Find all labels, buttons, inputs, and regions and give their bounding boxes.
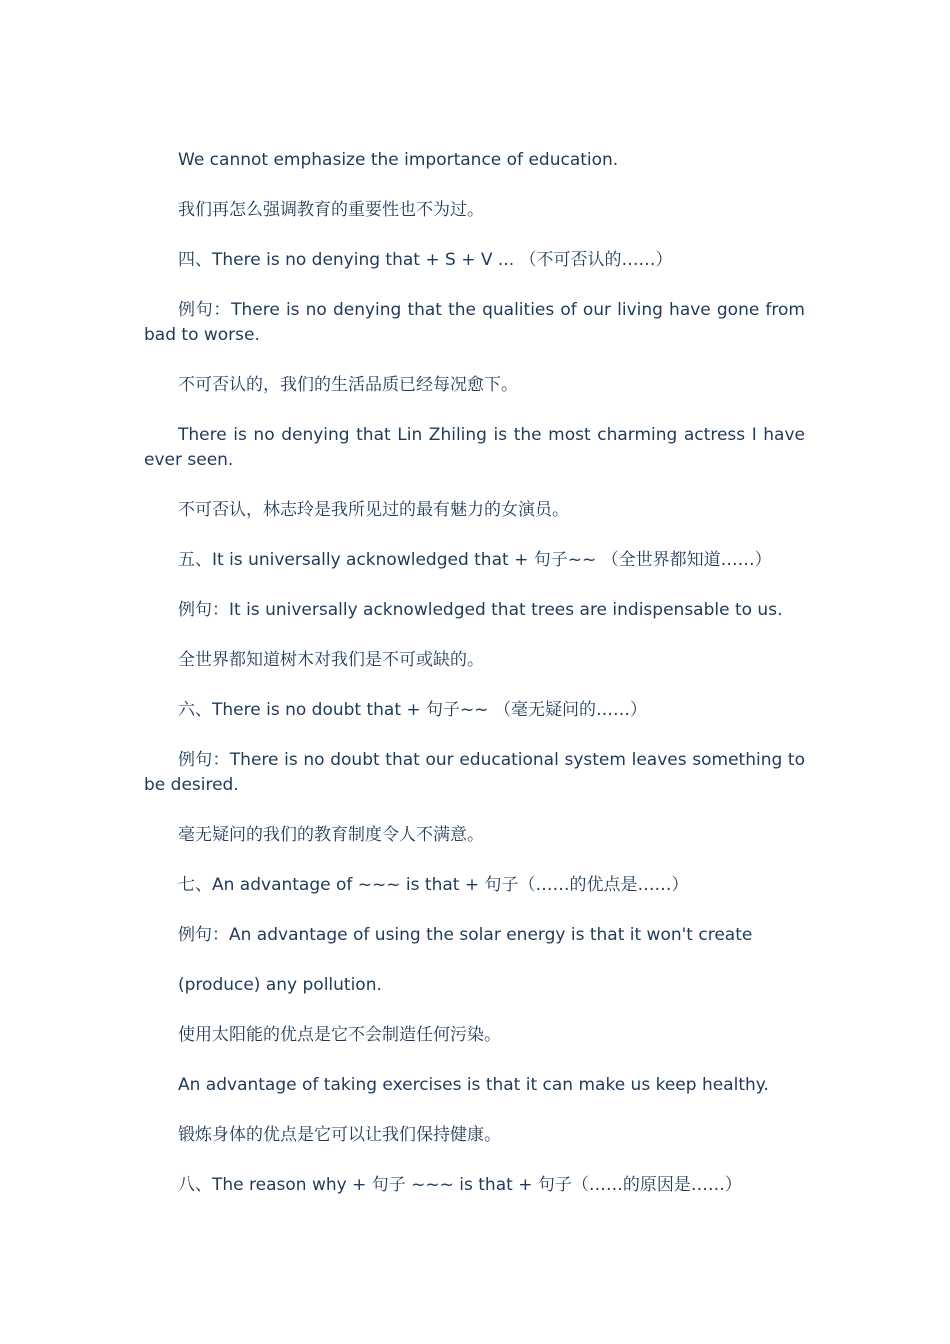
heading-8: 八、The reason why + 句子 ~~~ is that + 句子（……的原因是……） [178,1175,742,1195]
heading-6: 六、There is no doubt that + 句子~~ （毫无疑问的……） [178,700,647,720]
paragraph-19: 锻炼身体的优点是它可以让我们保持健康。 [178,1125,501,1145]
paragraph-2: 我们再怎么强调教育的重要性也不为过。 [178,200,484,220]
paragraph-13: 毫无疑问的我们的教育制度令人不满意。 [178,825,484,845]
paragraph-18: An advantage of taking exercises is that it can make us keep healthy. [178,1075,769,1095]
paragraph-15: 例句：An advantage of using the solar energy is that it won't create [178,925,753,945]
paragraph-1: We cannot emphasize the importance of education. [178,150,619,170]
paragraph-10: 全世界都知道树木对我们是不可或缺的。 [178,650,484,670]
paragraph-6: There is no denying that Lin Zhiling is the most charming actress I have ever seen. [144,425,805,470]
paragraph-17: 使用太阳能的优点是它不会制造任何污染。 [178,1025,501,1045]
paragraph-16: (produce) any pollution. [178,975,382,995]
heading-5: 五、It is universally acknowledged that + 句子~~ （全世界都知道……） [178,550,772,570]
paragraph-12: 例句：There is no doubt that our educational system leaves something to be desired. [144,750,805,795]
paragraph-5: 不可否认的，我们的生活品质已经每况愈下。 [178,375,518,395]
document-body [144,148,805,1223]
paragraph-4: 例句：There is no denying that the qualities of our living have gone from bad to worse. [144,300,805,345]
heading-4: 四、There is no denying that + S + V ... （不可否认的……） [178,250,673,270]
paragraph-7: 不可否认，林志玲是我所见过的最有魅力的女演员。 [178,500,569,520]
paragraph-9: 例句：It is universally acknowledged that trees are indispensable to us. [178,600,783,620]
heading-7: 七、An advantage of ~~~ is that + 句子（……的优点是……） [178,875,689,895]
